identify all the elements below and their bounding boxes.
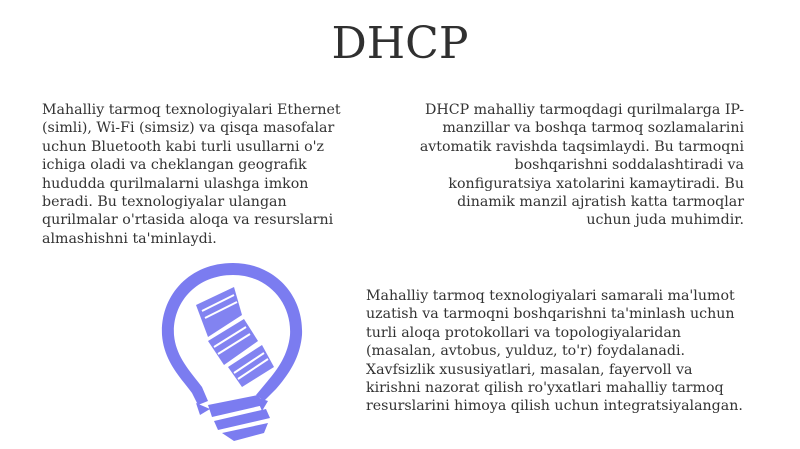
paragraph-dhcp: DHCP mahalliy tarmoqdagi qurilmalarga IP-manzillar va boshqa tarmoq sozlamalarini avtomatik ravishda taqsimlaydi. Bu tarmoqni boshqarishni soddalashtiradi va konfiguratsiya xatolarini kamaytiradi. Bu dinamik manzil ajratish katta tarmoqlar uchun juda muhimdir. xyxy=(419,102,744,229)
paragraph-protocols-security: Mahalliy tarmoq texnologiyalari samarali ma'lumot uzatish va tarmoqni boshqarishni ta'minlash uchun turli aloqa protokollari va topologiyalaridan (masalan, avtobus, yulduz, to'r) foydalanadi. Xavfsizlik xususiyatlari, masalan, fayervoll va kirishni nazorat qilish ro'yxatlari mahalliy tarmoq resurslarini himoya qilish uchun integratsiyalangan. xyxy=(366,288,743,415)
lightbulb-book-icon xyxy=(138,255,308,445)
paragraph-ethernet-wifi: Mahalliy tarmoq texnologiyalari Ethernet (simli), Wi-Fi (simsiz) va qisqa masofalar uchun Bluetooth kabi turli usullarni o'z ichiga oladi va cheklangan geografik hududda qurilmalarni ulashga imkon beradi. Bu texnologiyalar ulangan qurilmalar o'rtasida aloqa va resurslarni almashishni ta'minlaydi. xyxy=(42,102,341,247)
slide-title: DHCP xyxy=(331,18,469,69)
